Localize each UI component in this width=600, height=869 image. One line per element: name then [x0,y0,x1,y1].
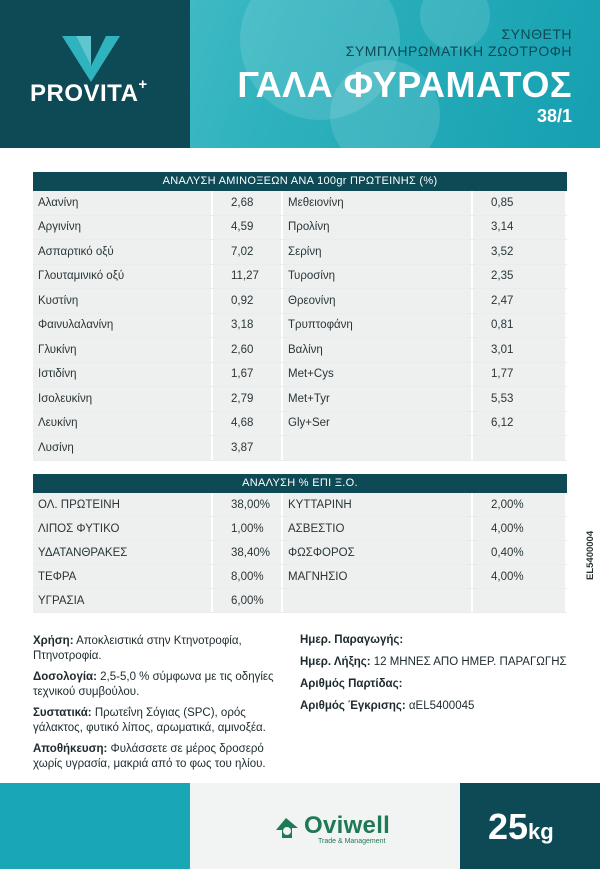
table-row [33,517,567,541]
product-code: 38/1 [536,106,572,126]
table-row [33,216,567,241]
approval-number: Αριθμός Έγκρισης: αEL5400045 [300,700,475,712]
name-cell: ΦΩΣΦΟΡΟΣ [283,541,473,564]
table-row [33,314,567,339]
value-cell: 2,00% [473,493,567,516]
batch-number: Αριθμός Παρτίδας: [300,678,403,690]
table-row [33,363,567,388]
table-row [33,338,567,363]
value-cell: 3,01 [473,338,567,362]
name-cell: ΛΙΠΟΣ ΦΥΤΙΚΟ [33,517,213,540]
name-cell: Θρεονίνη [283,289,473,313]
value-cell: 0,92 [213,289,283,313]
table-row [33,412,567,437]
name-cell: ΥΔΑΤΑΝΘΡΑΚΕΣ [33,541,213,564]
provita-logo-icon [62,36,120,82]
name-cell: Met+Cys [283,363,473,387]
value-cell: 4,68 [213,412,283,436]
value-cell: 4,00% [473,517,567,540]
analysis-table [33,474,567,613]
value-cell: 2,35 [473,265,567,289]
value-cell: 7,02 [213,240,283,264]
name-cell: Ασπαρτικό οξύ [33,240,213,264]
table-row [33,589,567,613]
product-name: ΓΑΛΑ ΦΥΡΑΜΑΤΟΣ [237,64,572,105]
value-cell: 4,59 [213,216,283,240]
value-cell: 3,18 [213,314,283,338]
table-row [33,265,567,290]
table-row [33,387,567,412]
value-cell: 2,60 [213,338,283,362]
value-cell: 4,00% [473,565,567,588]
table-row [33,191,567,216]
usage-info: Χρήση: Αποκλειστικά στην Κτηνοτροφία, Πτηνοτροφία. [33,635,242,662]
name-cell: Met+Tyr [283,387,473,411]
value-cell: 3,87 [213,436,283,460]
expiry-date: Ημερ. Λήξης: 12 ΜΗΝΕΣ ΑΠΟ ΗΜΕΡ. ΠΑΡΑΓΩΓΗΣ [300,656,567,668]
name-cell: Ισολευκίνη [33,387,213,411]
analysis-table-title: ΑΝΑΛΥΣΗ % ΕΠΙ Ξ.Ο. [33,474,567,493]
table-row [33,565,567,589]
product-info-right [300,634,590,722]
value-cell: 1,00% [213,517,283,540]
name-cell [283,589,473,612]
value-cell: 5,53 [473,387,567,411]
brand-name: PROVITA+ [30,76,148,107]
value-cell: 0,85 [473,191,567,215]
title-line-1: ΣΥΝΘΕΤΗ [501,26,572,42]
table-row [33,493,567,517]
name-cell: Μεθειονίνη [283,191,473,215]
oviwell-logo-icon [272,812,302,842]
amino-table-body [33,191,567,461]
value-cell: 0,40% [473,541,567,564]
name-cell: ΟΛ. ΠΡΩΤΕΙΝΗ [33,493,213,516]
value-cell [473,589,567,612]
table-row [33,541,567,565]
dosage-info: Δοσολογία: 2,5-5,0 % σύμφωνα με τις οδηγίες τεχνικού συμβούλου. [33,671,274,698]
table-row [33,240,567,265]
value-cell: 1,77 [473,363,567,387]
name-cell: Ιστιδίνη [33,363,213,387]
name-cell: Τρυπτοφάνη [283,314,473,338]
value-cell: 2,47 [473,289,567,313]
value-cell: 2,68 [213,191,283,215]
name-cell: Γλουταμινικό οξύ [33,265,213,289]
name-cell: Αλανίνη [33,191,213,215]
value-cell: 38,40% [213,541,283,564]
production-date: Ημερ. Παραγωγής: [300,634,404,646]
name-cell: Τυροσίνη [283,265,473,289]
name-cell: Gly+Ser [283,412,473,436]
net-weight: 25kg [488,806,554,847]
value-cell [473,436,567,460]
value-cell: 2,79 [213,387,283,411]
name-cell: Κυστίνη [33,289,213,313]
company-tagline: Trade & Management [318,838,386,845]
name-cell: Φαινυλαλανίνη [33,314,213,338]
name-cell: ΑΣΒΕΣΤΙΟ [283,517,473,540]
name-cell: Αργινίνη [33,216,213,240]
value-cell: 6,12 [473,412,567,436]
amino-acid-table [33,172,567,461]
product-info-left [33,634,293,778]
title-line-2: ΣΥΜΠΛΗΡΩΜΑΤΙΚΗ ΖΩΟΤΡΟΦΗ [345,43,572,59]
amino-table-title: ΑΝΑΛΥΣΗ ΑΜΙΝΟΞΕΩΝ ΑΝΑ 100gr ΠΡΩΤΕΙΝΗΣ (%) [33,172,567,191]
name-cell: ΥΓΡΑΣΙΑ [33,589,213,612]
table-row [33,436,567,461]
brand-panel [0,0,190,148]
name-cell: Λυσίνη [33,436,213,460]
analysis-table-body [33,493,567,613]
table-row [33,289,567,314]
value-cell: 1,67 [213,363,283,387]
value-cell: 11,27 [213,265,283,289]
value-cell: 0,81 [473,314,567,338]
manufacturer-vertical-note: EL5400004 [585,530,596,580]
value-cell: 8,00% [213,565,283,588]
product-title-block [237,26,572,127]
name-cell: Λευκίνη [33,412,213,436]
name-cell: ΚΥΤΤΑΡΙΝΗ [283,493,473,516]
value-cell: 3,52 [473,240,567,264]
name-cell: ΤΕΦΡΑ [33,565,213,588]
name-cell: Γλυκίνη [33,338,213,362]
components-info: Συστατικά: Πρωτεΐνη Σόγιας (SPC), ορός γάλακτος, φυτικό λίπος, αρωματικά, αμινοξέα. [33,707,266,734]
name-cell [283,436,473,460]
name-cell: ΜΑΓΝΗΣΙΟ [283,565,473,588]
name-cell: Βαλίνη [283,338,473,362]
storage-info: Αποθήκευση: Φυλάσσετε σε μέρος δροσερό χωρίς υγρασία, μακριά από το φως του ηλίου. [33,743,266,770]
company-name: Oviwell [304,812,391,839]
value-cell: 38,00% [213,493,283,516]
name-cell: Σερίνη [283,240,473,264]
value-cell: 3,14 [473,216,567,240]
value-cell: 6,00% [213,589,283,612]
name-cell: Προλίνη [283,216,473,240]
